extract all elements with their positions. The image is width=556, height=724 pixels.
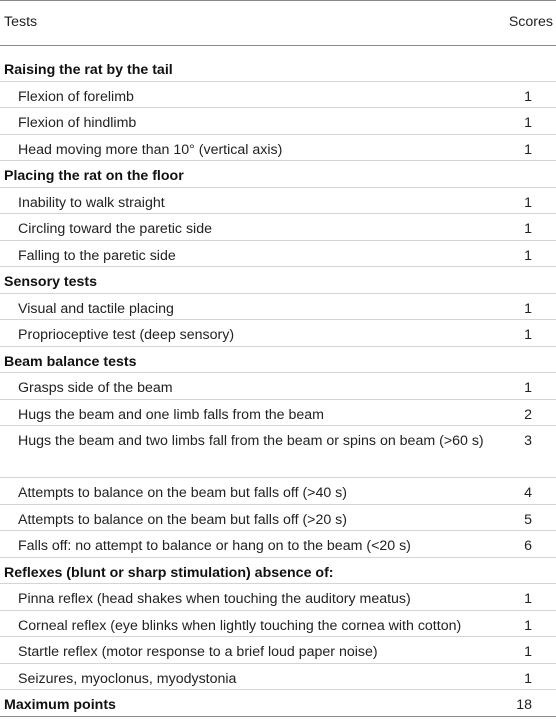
table-row: [0, 294, 556, 321]
score-value: 3: [524, 433, 532, 449]
total-row: [0, 690, 556, 717]
score-value: 1: [524, 221, 532, 237]
test-label: Falls off: no attempt to balance or hang on to the beam (<20 s): [18, 538, 411, 554]
score-value: 1: [524, 670, 532, 687]
section-row: [0, 267, 556, 294]
table-row: [0, 214, 556, 241]
header-scores: Scores: [508, 14, 553, 30]
table-row: [0, 611, 556, 638]
table-header: [0, 0, 556, 46]
score-value: 1: [524, 591, 532, 607]
table-row: [0, 400, 556, 427]
test-label: Falling to the paretic side: [18, 247, 176, 264]
table-row: [0, 320, 556, 347]
test-label: Attempts to balance on the beam but falls off (>20 s): [18, 511, 348, 528]
score-value: 6: [524, 538, 532, 554]
test-label: Head moving more than 10° (vertical axis): [18, 141, 283, 158]
table-row: [0, 108, 556, 135]
table-row: [0, 505, 556, 532]
score-value: 1: [524, 115, 532, 131]
table-row: [0, 664, 556, 691]
test-label: Flexion of forelimb: [18, 88, 134, 105]
test-label: Startle reflex (motor response to a brief loud paper noise): [18, 644, 378, 660]
score-value: 1: [524, 300, 532, 317]
test-label: Flexion of hindlimb: [18, 115, 137, 131]
table-row: [0, 584, 556, 611]
score-value: 1: [524, 247, 532, 264]
table-row: [0, 135, 556, 162]
section-label: Sensory tests: [4, 274, 98, 290]
test-label: Visual and tactile placing: [18, 300, 174, 317]
test-label: Seizures, myoclonus, myodystonia: [18, 670, 237, 687]
test-label: Grasps side of the beam: [18, 380, 173, 396]
test-label: Pinna reflex (head shakes when touching the auditory meatus): [18, 591, 411, 607]
score-value: 1: [524, 194, 532, 211]
test-label: Inability to walk straight: [18, 194, 165, 211]
score-value: 4: [524, 485, 532, 501]
test-label: Attempts to balance on the beam but falls off (>40 s): [18, 485, 348, 501]
score-value: 1: [524, 617, 532, 634]
test-label: Hugs the beam and one limb falls from the beam: [18, 406, 324, 423]
test-label: Circling toward the paretic side: [18, 221, 212, 237]
score-value: 1: [524, 88, 532, 105]
score-value: 5: [524, 511, 532, 528]
test-label: Proprioceptive test (deep sensory): [18, 327, 235, 343]
table-row: [0, 637, 556, 664]
table-row: [0, 426, 556, 478]
section-label: Raising the rat by the tail: [4, 62, 173, 78]
table-row: [0, 241, 556, 268]
test-label: Corneal reflex (eye blinks when lightly touching the cornea with cotton): [18, 617, 462, 634]
table-row: [0, 188, 556, 215]
test-label: Hugs the beam and two limbs fall from the beam or spins on beam (>60 s): [18, 433, 484, 449]
score-value: 18: [516, 697, 532, 713]
table-row: [0, 478, 556, 505]
table-row: [0, 82, 556, 109]
table-body: [0, 55, 556, 717]
section-label: Reflexes (blunt or sharp stimulation) absence of:: [4, 564, 334, 581]
section-label: Beam balance tests: [4, 353, 137, 370]
section-label: Placing the rat on the floor: [4, 168, 184, 184]
score-value: 1: [524, 327, 532, 343]
score-value: 1: [524, 380, 532, 396]
section-row: [0, 55, 556, 82]
table-row: [0, 373, 556, 400]
section-row: [0, 161, 556, 188]
score-value: 2: [524, 406, 532, 423]
test-label: Maximum points: [4, 697, 116, 713]
section-row: [0, 347, 556, 374]
table-row: [0, 531, 556, 558]
score-value: 1: [524, 644, 532, 660]
header-tests: Tests: [4, 14, 38, 30]
score-value: 1: [524, 141, 532, 158]
section-row: [0, 558, 556, 585]
